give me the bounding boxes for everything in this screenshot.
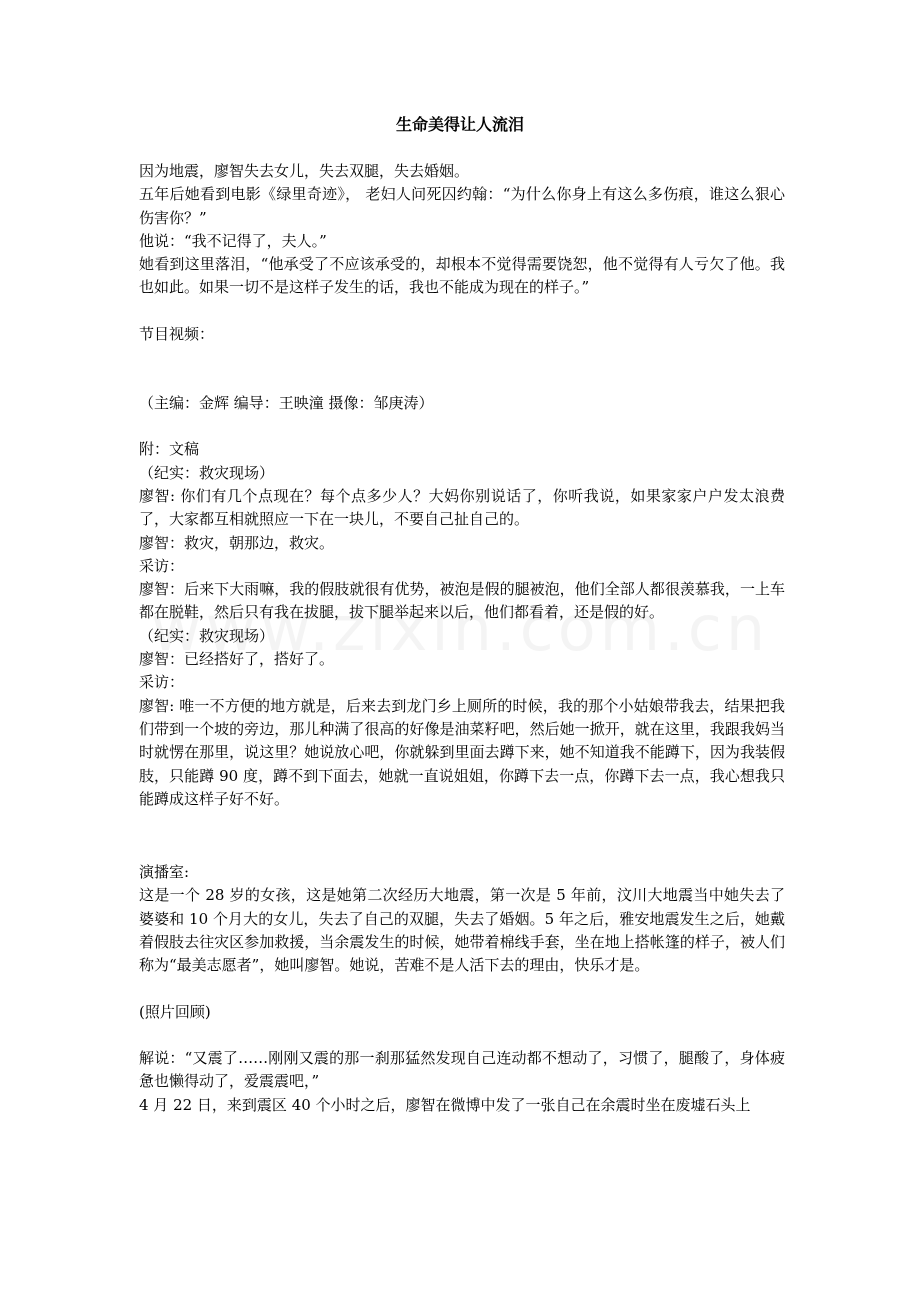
paragraph: 他说：“我不记得了，夫人。” <box>139 231 327 250</box>
spacer <box>139 346 785 392</box>
spacer <box>139 811 785 861</box>
paragraph: （纪实：救灾现场） <box>139 463 275 482</box>
paragraph: 演播室: <box>139 863 190 882</box>
spacer <box>139 415 785 438</box>
document-body <box>139 160 785 1117</box>
paragraph: 采访： <box>139 673 185 692</box>
spacer <box>139 300 785 323</box>
paragraph: 廖智: 你们有几个点现在？每个点多少人？大妈你别说话了，你听我说，如果家家户户发太浪费了，大家都互相就照应一下在一块儿，不要自己扯自己的。 <box>139 486 785 529</box>
paragraph: 廖智：后来下大雨嘛，我的假肢就很有优势，被泡是假的腿被泡，他们全部人都很羡慕我，一上车都在脱鞋，然后只有我在拔腿，拔下腿举起来以后，他们都看着，还是假的好。 <box>139 580 785 622</box>
paragraph: 这是一个 28 岁的女孩，这是她第二次经历大地震，第一次是 5 年前，汶川大地震当中她失去了婆婆和 10 个月大的女儿，失去了自己的双腿，失去了婚姻。5 年之后，雅安地震发生之后，她戴着假肢去往灾区参加救援，当余震发生的时候，她带着棉线手套，坐在地上搭帐篷的样子，被人们称为“最美志愿者”，她叫廖智。她说，苦难不是人活下去的理由，快乐才是。 <box>139 886 785 975</box>
document-title: 生命美得让人流泪 <box>395 115 524 134</box>
paragraph: 她看到这里落泪，“他承受了不应该承受的，却根本不觉得需要饶恕，他不觉得有人亏欠了他。我也如此。如果一切不是这样子发生的话，我也不能成为现在的样子。” <box>139 255 785 297</box>
spacer <box>139 978 785 1001</box>
paragraph: 廖智：已经搭好了，搭好了。 <box>139 650 335 669</box>
paragraph: （主编：金辉 编导：王映潼 摄像：邹庚涛） <box>139 394 434 413</box>
paragraph: (照片回顾) <box>139 1002 211 1021</box>
paragraph: 因为地震，廖智失去女儿，失去双腿，失去婚姻。 <box>139 162 470 180</box>
paragraph: 4 月 22 日，来到震区 40 个小时之后，廖智在微博中发了一张自己在余震时坐在废墟石头上 <box>139 1095 751 1114</box>
paragraph: 解说：“又震了……刚刚又震的那一刹那猛然发现自己连动都不想动了，习惯了，腿酸了，身体疲惫也懒得动了，爱震震吧，” <box>139 1048 785 1091</box>
paragraph: 廖智: 唯一不方便的地方就是，后来去到龙门乡上厕所的时候，我的那个小姑娘带我去，结果把我们带到一个坡的旁边，那儿种满了很高的好像是油菜籽吧，然后她一掀开，就在这里，我跟我妈当时就愣在那里，说这里？她说放心吧，你就躲到里面去蹲下来，她不知道我不能蹲下，因为我装假肢，只能蹲 90 度，蹲不到下面去，她就一直说姐姐，你蹲下去一点，你蹲下去一点，我心想我只能蹲成这样子好不好。 <box>139 696 785 808</box>
paragraph: 附：文稿 <box>139 440 200 459</box>
paragraph: 五年后她看到电影《绿里奇迹》， 老妇人问死囚约翰：“为什么你身上有这么多伤痕，谁这么狠心伤害你？” <box>139 185 785 227</box>
spacer <box>139 1024 785 1047</box>
paragraph: （纪实：救灾现场） <box>139 626 275 645</box>
paragraph: 廖智：救灾，朝那边，救灾。 <box>139 533 335 552</box>
paragraph: 节目视频： <box>139 324 215 343</box>
paragraph: 采访： <box>139 556 185 575</box>
